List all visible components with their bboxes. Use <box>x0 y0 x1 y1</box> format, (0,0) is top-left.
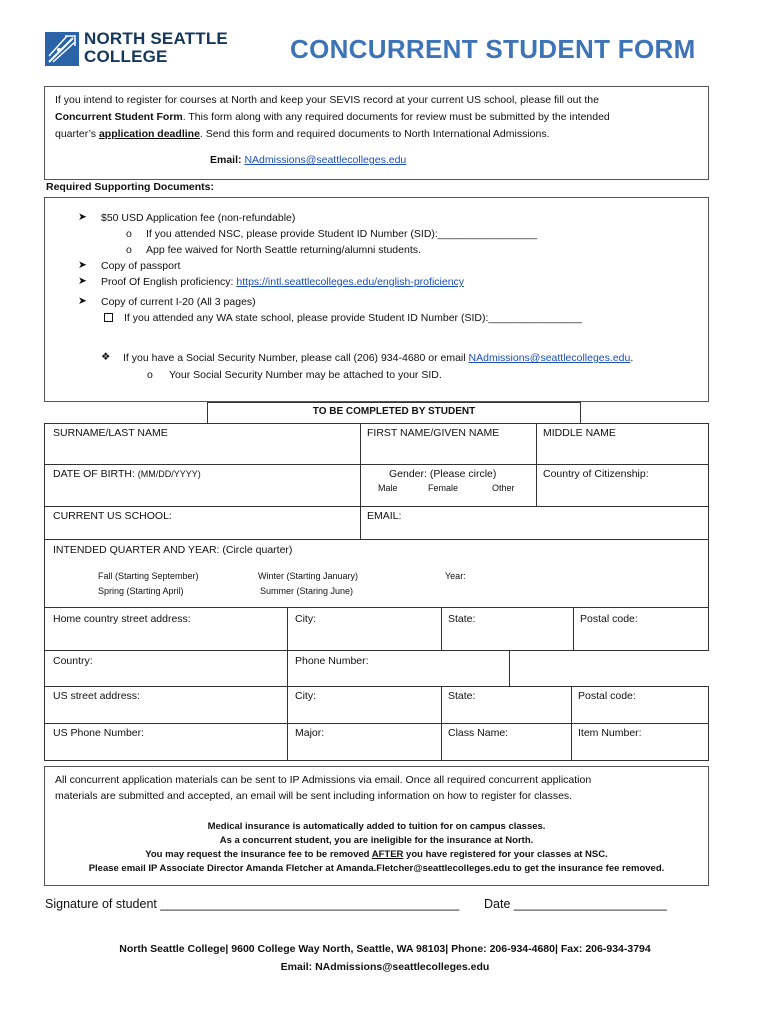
gender-option-other[interactable]: Other <box>492 483 515 493</box>
dob-format: (MM/DD/YYYY) <box>137 469 201 479</box>
home-address-field[interactable]: Home country street address: <box>53 613 191 625</box>
intro-email-label: Email: <box>210 154 242 166</box>
arrow-bullet-icon: ➤ <box>78 259 87 271</box>
arrow-bullet-icon: ➤ <box>78 275 87 287</box>
notice-after: AFTER <box>371 849 404 860</box>
notice-insurance-3-pre: You may request the insurance fee to be removed <box>145 849 372 860</box>
intro-line3: . Send this form and required documents to North International Admissions. <box>199 128 550 140</box>
requirements-label: Required Supporting Documents: <box>46 181 214 193</box>
middle-name-field[interactable]: MIDDLE NAME <box>543 427 616 439</box>
intro-line3-pre: quarter’s <box>55 128 99 140</box>
english-proficiency-link[interactable]: https://intl.seattlecolleges.edu/english-proficiency <box>236 276 465 288</box>
item-number-field[interactable]: Item Number: <box>578 727 642 739</box>
major-field[interactable]: Major: <box>295 727 325 739</box>
notice-line2: materials are submitted and accepted, an email will be sent including information on how to register for classes. <box>55 790 573 802</box>
date-field[interactable]: Date ______________________ <box>484 897 667 911</box>
us-postal-field[interactable]: Postal code: <box>578 690 636 702</box>
intro-line1: If you intend to register for courses at North and keep your SEVIS record at your current US school, please fill out the <box>55 94 599 106</box>
req-fee: $50 USD Application fee (non-refundable) <box>101 212 296 224</box>
req-ssn-text: If you have a Social Security Number, please call (206) 934-4680 or email <box>123 352 469 364</box>
req-ssn-end: . <box>630 352 634 364</box>
us-address-field[interactable]: US street address: <box>53 690 140 702</box>
citizenship-field[interactable]: Country of Citizenship: <box>543 468 649 480</box>
first-name-field[interactable]: FIRST NAME/GIVEN NAME <box>367 427 500 439</box>
home-city-field[interactable]: City: <box>295 613 316 625</box>
country-field[interactable]: Country: <box>53 655 93 667</box>
quarter-option-summer[interactable]: Summer (Staring June) <box>260 586 354 596</box>
notice-insurance-3 <box>44 849 709 860</box>
intro-deadline: application deadline <box>98 128 200 140</box>
circle-bullet-icon: o <box>147 369 153 381</box>
page-title: CONCURRENT STUDENT FORM <box>290 34 696 64</box>
ssn-email-link[interactable]: NAdmissions@seattlecolleges.edu <box>468 352 631 364</box>
us-city-field[interactable]: City: <box>295 690 316 702</box>
home-postal-field[interactable]: Postal code: <box>580 613 638 625</box>
intro-email-link[interactable]: NAdmissions@seattlecolleges.edu <box>244 154 407 166</box>
arrow-bullet-icon: ➤ <box>78 295 87 307</box>
gender-option-male[interactable]: Male <box>378 483 398 493</box>
circle-bullet-icon: o <box>126 244 132 256</box>
gender-label: Gender: (Please circle) <box>389 468 497 480</box>
notice-insurance-3-post: you have registered for your classes at NSC. <box>403 849 608 860</box>
req-i20: Copy of current I-20 (All 3 pages) <box>101 296 256 308</box>
quarter-option-winter[interactable]: Winter (Starting January) <box>258 571 359 581</box>
intended-quarter-label: INTENDED QUARTER AND YEAR: (Circle quarter) <box>53 544 293 556</box>
email-field[interactable]: EMAIL: <box>367 510 402 522</box>
home-state-field[interactable]: State: <box>448 613 476 625</box>
form-section-header: TO BE COMPLETED BY STUDENT <box>312 406 476 417</box>
year-field[interactable]: Year: <box>445 571 466 581</box>
notice-insurance-1: Medical insurance is automatically added to tuition for on campus classes. <box>207 821 546 832</box>
logo-line1: NORTH SEATTLE <box>84 29 228 48</box>
req-i20-sub: If you attended any WA state school, please provide Student ID Number (SID):________________ <box>124 312 582 324</box>
dob-field[interactable] <box>53 468 201 480</box>
gender-option-female[interactable]: Female <box>428 483 459 493</box>
circle-bullet-icon: o <box>126 228 132 240</box>
quarter-option-fall[interactable]: Fall (Starting September) <box>98 571 199 581</box>
req-passport: Copy of passport <box>101 260 181 272</box>
notice-text <box>55 772 700 804</box>
diamond-bullet-icon: ❖ <box>101 351 111 363</box>
req-english-label: Proof Of English proficiency: <box>101 276 237 288</box>
logo-line2: COLLEGE <box>84 47 168 66</box>
signature-field[interactable]: Signature of student ___________________________________________ <box>45 897 460 911</box>
class-name-field[interactable]: Class Name: <box>448 727 509 739</box>
notice-line1: All concurrent application materials can be sent to IP Admissions via email. Once all required concurrent application <box>55 774 592 786</box>
current-school-field[interactable]: CURRENT US SCHOOL: <box>53 510 172 522</box>
arrow-bullet-icon: ➤ <box>78 211 87 223</box>
us-phone-field[interactable]: US Phone Number: <box>53 727 145 739</box>
phone-field[interactable]: Phone Number: <box>295 655 369 667</box>
footer-address: North Seattle College| 9600 College Way North, Seattle, WA 98103| Phone: 206-934-4680| Fax: 206-934-3794 <box>119 943 651 955</box>
quarter-option-spring[interactable]: Spring (Starting April) <box>98 586 184 596</box>
intro-form-name: Concurrent Student Form <box>55 111 183 123</box>
dob-label: DATE OF BIRTH: <box>53 468 135 480</box>
surname-field[interactable]: SURNAME/LAST NAME <box>53 427 168 439</box>
intro-line2: . This form along with any required documents for review must be submitted by the intended <box>182 111 610 123</box>
req-fee-sub1: If you attended NSC, please provide Student ID Number (SID):_________________ <box>146 228 538 240</box>
us-state-field[interactable]: State: <box>448 690 476 702</box>
notice-insurance-2: As a concurrent student, you are ineligible for the insurance at North. <box>219 835 534 846</box>
req-ssn-sub: Your Social Security Number may be attached to your SID. <box>169 369 442 381</box>
footer-email: Email: NAdmissions@seattlecolleges.edu <box>280 961 490 973</box>
req-fee-sub2: App fee waived for North Seattle returning/alumni students. <box>146 244 421 256</box>
notice-insurance-4: Please email IP Associate Director Amanda Fletcher at Amanda.Fletcher@seattlecolleges.edu to get the insurance fee removed. <box>88 863 665 874</box>
